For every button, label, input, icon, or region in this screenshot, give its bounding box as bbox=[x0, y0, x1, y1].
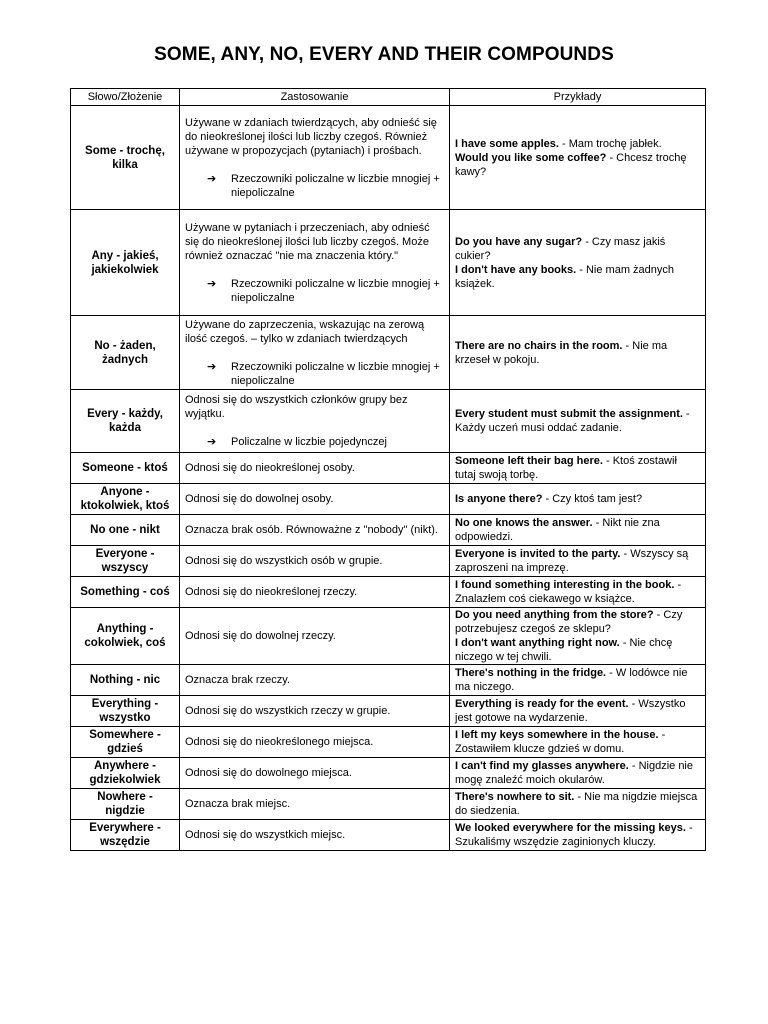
examples-cell bbox=[450, 316, 706, 390]
example-english: Do you have any sugar? bbox=[455, 235, 583, 248]
usage-bullet bbox=[207, 435, 444, 449]
usage-cell bbox=[180, 665, 450, 696]
example-polish: - W lodówce nie ma niczego. bbox=[455, 667, 688, 693]
usage-text: Używane do zaprzeczenia, wskazując na zerową ilość czegoś. – tylko w zdaniach twierdzących bbox=[185, 318, 425, 345]
examples-cell bbox=[450, 390, 706, 453]
example-polish: - Czy potrzebujesz czegoś ze sklepu? bbox=[455, 609, 683, 635]
examples-cell bbox=[450, 727, 706, 758]
example-english: I can't find my glasses anywhere. bbox=[455, 760, 629, 772]
example-english: I have some apples. bbox=[455, 137, 559, 150]
table-row bbox=[71, 484, 706, 515]
word-cell: Everywhere - wszędzie bbox=[71, 820, 180, 851]
example-polish: - Nigdzie nie mogę znaleźć moich okularów. bbox=[455, 760, 693, 786]
examples-cell bbox=[450, 546, 706, 577]
usage-cell bbox=[180, 608, 450, 665]
usage-cell bbox=[180, 484, 450, 515]
example-english: There's nothing in the fridge. bbox=[455, 667, 607, 679]
word-cell: Somewhere - gdzieś bbox=[71, 727, 180, 758]
arrow-right-icon: ➔ bbox=[207, 436, 217, 448]
arrow-right-icon: ➔ bbox=[207, 360, 217, 373]
example-polish: - Nie chcę niczego w tej chwili. bbox=[455, 637, 673, 663]
example-line bbox=[455, 759, 700, 787]
table-row bbox=[71, 665, 706, 696]
usage-text: Używane w pytaniach i przeczeniach, aby odnieść się do nieokreślonej ilości lub liczby czegoś. Może również oznaczać "nie ma znaczenia który." bbox=[185, 221, 430, 262]
usage-cell bbox=[180, 696, 450, 727]
table-row bbox=[71, 789, 706, 820]
example-line bbox=[455, 547, 700, 575]
word-cell: Everything - wszystko bbox=[71, 696, 180, 727]
word-cell: Some - trochę, kilka bbox=[71, 106, 180, 210]
word-cell: Someone - ktoś bbox=[71, 453, 180, 484]
examples-cell bbox=[450, 820, 706, 851]
bullet-text: Rzeczowniki policzalne w liczbie mnogiej + niepoliczalne bbox=[231, 172, 440, 199]
usage-bullet bbox=[207, 277, 444, 305]
table-row bbox=[71, 577, 706, 608]
word-cell: No one - nikt bbox=[71, 515, 180, 546]
example-polish: - Wszyscy są zaproszeni na imprezę. bbox=[455, 548, 689, 574]
usage-text: Oznacza brak rzeczy. bbox=[185, 674, 290, 686]
arrow-right-icon: ➔ bbox=[207, 172, 217, 185]
table-row bbox=[71, 210, 706, 316]
table-row bbox=[71, 515, 706, 546]
examples-cell bbox=[450, 210, 706, 316]
example-english: Do you need anything from the store? bbox=[455, 609, 654, 621]
usage-text: Odnosi się do dowolnej rzeczy. bbox=[185, 630, 336, 642]
table-body bbox=[71, 106, 706, 851]
bullet-text: Rzeczowniki policzalne w liczbie mnogiej + niepoliczalne bbox=[231, 277, 440, 304]
table-row bbox=[71, 696, 706, 727]
word-cell: Anything - cokolwiek, coś bbox=[71, 608, 180, 665]
example-polish: - Chcesz trochę kawy? bbox=[455, 151, 687, 178]
usage-text: Oznacza brak miejsc. bbox=[185, 798, 291, 810]
examples-cell bbox=[450, 758, 706, 789]
usage-text: Odnosi się do wszystkich członków grupy bez wyjątku. bbox=[185, 394, 408, 420]
example-line bbox=[455, 151, 700, 179]
usage-cell bbox=[180, 390, 450, 453]
usage-cell bbox=[180, 577, 450, 608]
bullet-text: Rzeczowniki policzalne w liczbie mnogiej + niepoliczalne bbox=[231, 360, 440, 387]
usage-cell bbox=[180, 453, 450, 484]
examples-cell bbox=[450, 106, 706, 210]
usage-cell bbox=[180, 758, 450, 789]
table-row bbox=[71, 758, 706, 789]
word-cell: Every - każdy, każda bbox=[71, 390, 180, 453]
usage-cell bbox=[180, 515, 450, 546]
example-polish: - Mam trochę jabłek. bbox=[558, 137, 662, 150]
header-word: Słowo/Złożenie bbox=[71, 89, 180, 106]
examples-cell bbox=[450, 577, 706, 608]
usage-text: Odnosi się do nieokreślonej osoby. bbox=[185, 462, 355, 474]
usage-cell bbox=[180, 316, 450, 390]
usage-text: Odnosi się do dowolnej osoby. bbox=[185, 493, 334, 505]
usage-cell bbox=[180, 210, 450, 316]
example-polish: - Czy masz jakiś cukier? bbox=[455, 235, 666, 262]
word-cell: Anywhere - gdziekolwiek bbox=[71, 758, 180, 789]
example-english: Everything is ready for the event. bbox=[455, 698, 629, 710]
usage-text: Używane w zdaniach twierdzących, aby odnieść się do nieokreślonej ilości lub liczby czegoś. Również używane w propozycjach (pytaniach) i prośbach. bbox=[185, 116, 437, 157]
table-row bbox=[71, 390, 706, 453]
page-title: SOME, ANY, NO, EVERY AND THEIR COMPOUNDS bbox=[154, 44, 614, 65]
table-row bbox=[71, 453, 706, 484]
example-line bbox=[455, 790, 700, 818]
example-line bbox=[455, 636, 700, 664]
example-english: Is anyone there? bbox=[455, 493, 543, 505]
example-line bbox=[455, 608, 700, 636]
example-english: Someone left their bag here. bbox=[455, 455, 603, 467]
example-line bbox=[455, 492, 700, 506]
example-english: Everyone is invited to the party. bbox=[455, 548, 621, 560]
word-cell: No - żaden, żadnych bbox=[71, 316, 180, 390]
table-row bbox=[71, 546, 706, 577]
example-line bbox=[455, 407, 700, 435]
example-english: Would you like some coffee? bbox=[455, 151, 607, 164]
usage-cell bbox=[180, 789, 450, 820]
example-polish: - Szukaliśmy wszędzie zaginionych kluczy. bbox=[455, 822, 693, 848]
usage-cell bbox=[180, 106, 450, 210]
table-row bbox=[71, 608, 706, 665]
usage-text: Odnosi się do wszystkich miejsc. bbox=[185, 829, 346, 841]
table-row bbox=[71, 106, 706, 210]
usage-text: Odnosi się do wszystkich osób w grupie. bbox=[185, 555, 383, 567]
examples-cell bbox=[450, 608, 706, 665]
table-row bbox=[71, 727, 706, 758]
example-english: There are no chairs in the room. bbox=[455, 339, 623, 352]
example-line bbox=[455, 516, 700, 544]
examples-cell bbox=[450, 665, 706, 696]
example-line bbox=[455, 137, 700, 151]
example-line bbox=[455, 728, 700, 756]
example-polish: - Ktoś zostawił tutaj swoją torbę. bbox=[455, 455, 677, 481]
header-usage: Zastosowanie bbox=[180, 89, 450, 106]
example-line bbox=[455, 235, 700, 263]
bullet-text: Policzalne w liczbie pojedynczej bbox=[231, 436, 387, 448]
word-cell: Any - jakieś, jakiekolwiek bbox=[71, 210, 180, 316]
word-cell: Something - coś bbox=[71, 577, 180, 608]
usage-text: Odnosi się do nieokreślonej rzeczy. bbox=[185, 586, 358, 598]
examples-cell bbox=[450, 453, 706, 484]
usage-bullet bbox=[207, 360, 444, 388]
usage-bullet bbox=[207, 172, 444, 200]
example-line bbox=[455, 697, 700, 725]
example-polish: - Czy ktoś tam jest? bbox=[542, 493, 643, 505]
example-polish: - Każdy uczeń musi oddać zadanie. bbox=[455, 408, 690, 434]
usage-cell bbox=[180, 820, 450, 851]
example-line bbox=[455, 263, 700, 291]
example-english: Every student must submit the assignment. bbox=[455, 408, 683, 420]
example-line bbox=[455, 454, 700, 482]
usage-text: Odnosi się do nieokreślonego miejsca. bbox=[185, 736, 374, 748]
example-line bbox=[455, 821, 700, 849]
table-row bbox=[71, 820, 706, 851]
arrow-right-icon: ➔ bbox=[207, 277, 217, 290]
header-examples: Przykłady bbox=[450, 89, 706, 106]
compounds-table bbox=[70, 88, 706, 851]
examples-cell bbox=[450, 696, 706, 727]
example-polish: - Nie ma krzeseł w pokoju. bbox=[455, 339, 668, 366]
usage-cell bbox=[180, 546, 450, 577]
example-english: There's nowhere to sit. bbox=[455, 791, 575, 803]
example-english: I found something interesting in the book. bbox=[455, 579, 675, 591]
example-english: No one knows the answer. bbox=[455, 517, 593, 529]
example-polish: - Nie ma nigdzie miejsca do siedzenia. bbox=[455, 791, 698, 817]
example-polish: - Nikt nie zna odpowiedzi. bbox=[455, 517, 660, 543]
example-english: I don't want anything right now. bbox=[455, 637, 620, 649]
word-cell: Nothing - nic bbox=[71, 665, 180, 696]
example-polish: - Znalazłem coś ciekawego w książce. bbox=[455, 579, 682, 605]
usage-text: Odnosi się do dowolnego miejsca. bbox=[185, 767, 352, 779]
word-cell: Everyone - wszyscy bbox=[71, 546, 180, 577]
example-polish: - Nie mam żadnych książek. bbox=[455, 263, 675, 290]
table-header-row bbox=[71, 89, 706, 106]
word-cell: Anyone - ktokolwiek, ktoś bbox=[71, 484, 180, 515]
example-english: I left my keys somewhere in the house. bbox=[455, 729, 659, 741]
usage-text: Odnosi się do wszystkich rzeczy w grupie. bbox=[185, 705, 391, 717]
usage-text: Oznacza brak osób. Równoważne z "nobody" (nikt). bbox=[185, 524, 438, 536]
examples-cell bbox=[450, 515, 706, 546]
examples-cell bbox=[450, 789, 706, 820]
table-row bbox=[71, 316, 706, 390]
word-cell: Nowhere - nigdzie bbox=[71, 789, 180, 820]
example-line bbox=[455, 578, 700, 606]
example-polish: - Wszystko jest gotowe na wydarzenie. bbox=[455, 698, 686, 724]
example-english: I don't have any books. bbox=[455, 263, 577, 276]
example-line bbox=[455, 666, 700, 694]
example-line bbox=[455, 339, 700, 367]
example-english: We looked everywhere for the missing keys. bbox=[455, 822, 686, 834]
usage-cell bbox=[180, 727, 450, 758]
examples-cell bbox=[450, 484, 706, 515]
example-polish: - Zostawiłem klucze gdzieś w domu. bbox=[455, 729, 666, 755]
